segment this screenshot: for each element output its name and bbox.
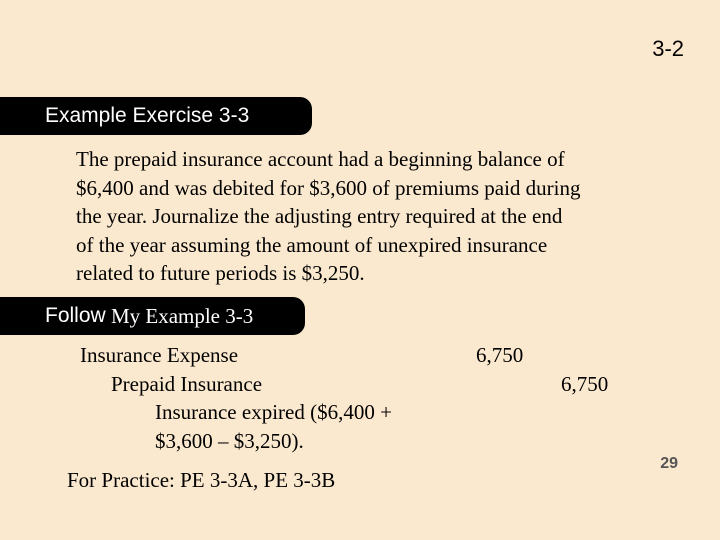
- follow-my-example-banner: [0, 297, 305, 335]
- entry-explanation-line: $3,600 – $3,250).: [155, 429, 304, 453]
- problem-line: $6,400 and was debited for $3,600 of premiums paid during: [76, 175, 581, 200]
- debit-account: Insurance Expense: [80, 343, 239, 367]
- example-exercise-title: Example Exercise 3-3: [45, 104, 250, 127]
- credit-amount: 6,750: [561, 372, 609, 396]
- slide-number: 3-2: [652, 36, 684, 61]
- credit-account: Prepaid Insurance: [111, 372, 263, 396]
- example-exercise-banner: [0, 97, 312, 135]
- problem-statement: [76, 145, 676, 288]
- entry-explanation-line: Insurance expired ($6,400 +: [155, 400, 392, 424]
- problem-line: The prepaid insurance account had a beginning balance of: [76, 147, 565, 171]
- problem-line: related to future periods is $3,250.: [76, 261, 365, 285]
- page-number: 29: [660, 455, 678, 472]
- practice-reference: For Practice: PE 3-3A, PE 3-3B: [67, 468, 336, 492]
- follow-word: Follow: [45, 304, 106, 327]
- debit-amount: 6,750: [476, 343, 524, 367]
- problem-line: of the year assuming the amount of unexpired insurance: [76, 232, 548, 257]
- follow-example-title: My Example 3-3: [105, 303, 254, 328]
- problem-line: the year. Journalize the adjusting entry required at the end: [76, 204, 563, 228]
